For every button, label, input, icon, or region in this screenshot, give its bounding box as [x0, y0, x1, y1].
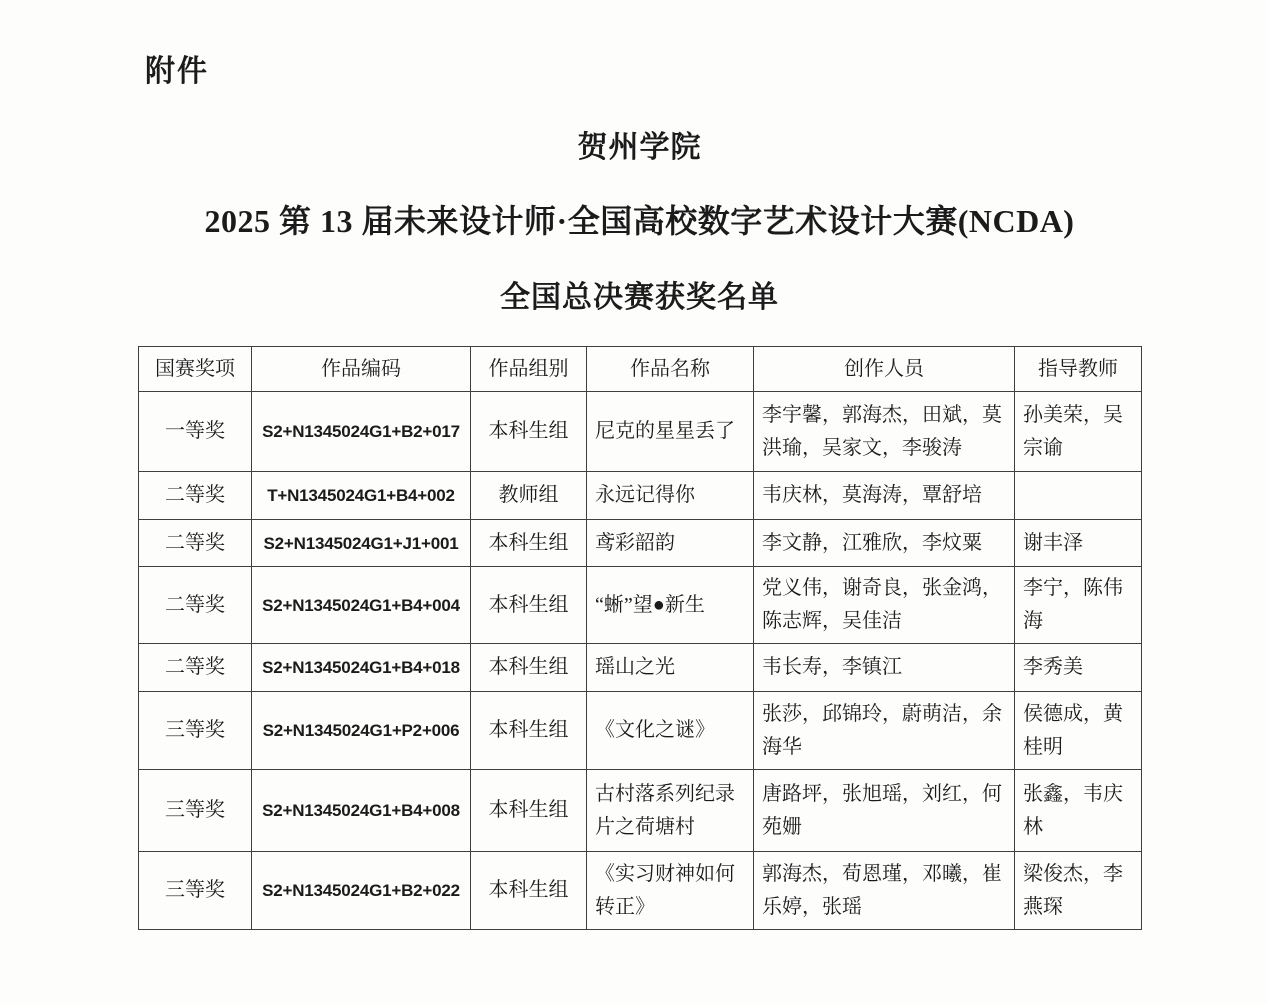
cell-award: 二等奖 [139, 644, 252, 692]
cell-instructors: 李秀美 [1015, 644, 1142, 692]
table-row [139, 644, 1142, 692]
cell-instructors: 孙美荣，吴宗谕 [1015, 392, 1142, 472]
cell-title: 尼克的星星丢了 [587, 392, 754, 472]
cell-creators: 李宇馨，郭海杰，田斌，莫洪瑜，吴家文，李骏涛 [754, 392, 1015, 472]
cell-title: 鸢彩韶韵 [587, 520, 754, 567]
table-row [139, 567, 1142, 644]
table-row [139, 770, 1142, 852]
school-title: 贺州学院 [577, 131, 702, 164]
cell-award: 一等奖 [139, 392, 252, 472]
cell-instructors: 谢丰泽 [1015, 520, 1142, 567]
cell-code: S2+N1345024G1+J1+001 [252, 520, 471, 567]
cell-title: 永远记得你 [587, 472, 754, 520]
table-row [139, 392, 1142, 472]
cell-group: 本科生组 [471, 567, 587, 644]
competition-title: 2025 第 13 届未来设计师·全国高校数字艺术设计大赛(NCDA) [204, 203, 1075, 239]
table-row [139, 852, 1142, 930]
cell-code: S2+N1345024G1+B2+017 [252, 392, 471, 472]
cell-code: S2+N1345024G1+B4+018 [252, 644, 471, 692]
cell-instructors: 张鑫，韦庆林 [1015, 770, 1142, 852]
cell-code: T+N1345024G1+B4+002 [252, 472, 471, 520]
cell-creators: 韦长寿，李镇江 [754, 644, 1015, 692]
cell-instructors [1015, 472, 1142, 520]
cell-award: 三等奖 [139, 692, 252, 770]
header-title: 作品名称 [587, 347, 754, 392]
cell-creators: 李文静，江雅欣，李炆粟 [754, 520, 1015, 567]
cell-group: 本科生组 [471, 852, 587, 930]
cell-instructors: 李宁，陈伟海 [1015, 567, 1142, 644]
cell-award: 三等奖 [139, 852, 252, 930]
cell-group: 本科生组 [471, 520, 587, 567]
table-row [139, 520, 1142, 567]
cell-instructors: 梁俊杰，李燕琛 [1015, 852, 1142, 930]
table-row [139, 692, 1142, 770]
award-table [138, 346, 1142, 930]
header-group: 作品组别 [471, 347, 587, 392]
cell-award: 三等奖 [139, 770, 252, 852]
cell-creators: 郭海杰，荀恩瑾，邓曦，崔乐婷，张瑶 [754, 852, 1015, 930]
award-table-header [139, 347, 1142, 392]
cell-creators: 韦庆林，莫海涛，覃舒培 [754, 472, 1015, 520]
cell-code: S2+N1345024G1+B2+022 [252, 852, 471, 930]
cell-group: 本科生组 [471, 392, 587, 472]
cell-creators: 唐路坪，张旭瑶，刘红，何苑姗 [754, 770, 1015, 852]
cell-award: 二等奖 [139, 567, 252, 644]
table-row [139, 472, 1142, 520]
cell-creators: 党义伟，谢奇良，张金鸿，陈志辉，吴佳洁 [754, 567, 1015, 644]
cell-group: 本科生组 [471, 692, 587, 770]
cell-award: 二等奖 [139, 520, 252, 567]
attachment-label: 附件 [145, 55, 209, 88]
cell-creators: 张莎，邱锦玲，蔚萌洁，余海华 [754, 692, 1015, 770]
award-list-title: 全国总决赛获奖名单 [500, 281, 779, 314]
cell-group: 本科生组 [471, 770, 587, 852]
cell-code: S2+N1345024G1+B4+004 [252, 567, 471, 644]
cell-group: 教师组 [471, 472, 587, 520]
cell-code: S2+N1345024G1+B4+008 [252, 770, 471, 852]
header-award: 国赛奖项 [139, 347, 252, 392]
header-row [139, 347, 1142, 392]
cell-title: “蜥”望●新生 [587, 567, 754, 644]
cell-code: S2+N1345024G1+P2+006 [252, 692, 471, 770]
cell-title: 瑶山之光 [587, 644, 754, 692]
cell-award: 二等奖 [139, 472, 252, 520]
cell-title: 《实习财神如何转正》 [587, 852, 754, 930]
cell-title: 古村落系列纪录片之荷塘村 [587, 770, 754, 852]
cell-title: 《文化之谜》 [587, 692, 754, 770]
header-creators: 创作人员 [754, 347, 1015, 392]
header-code: 作品编码 [252, 347, 471, 392]
award-table-body [139, 392, 1142, 930]
header-instructors: 指导教师 [1015, 347, 1142, 392]
cell-group: 本科生组 [471, 644, 587, 692]
cell-instructors: 侯德成，黄桂明 [1015, 692, 1142, 770]
